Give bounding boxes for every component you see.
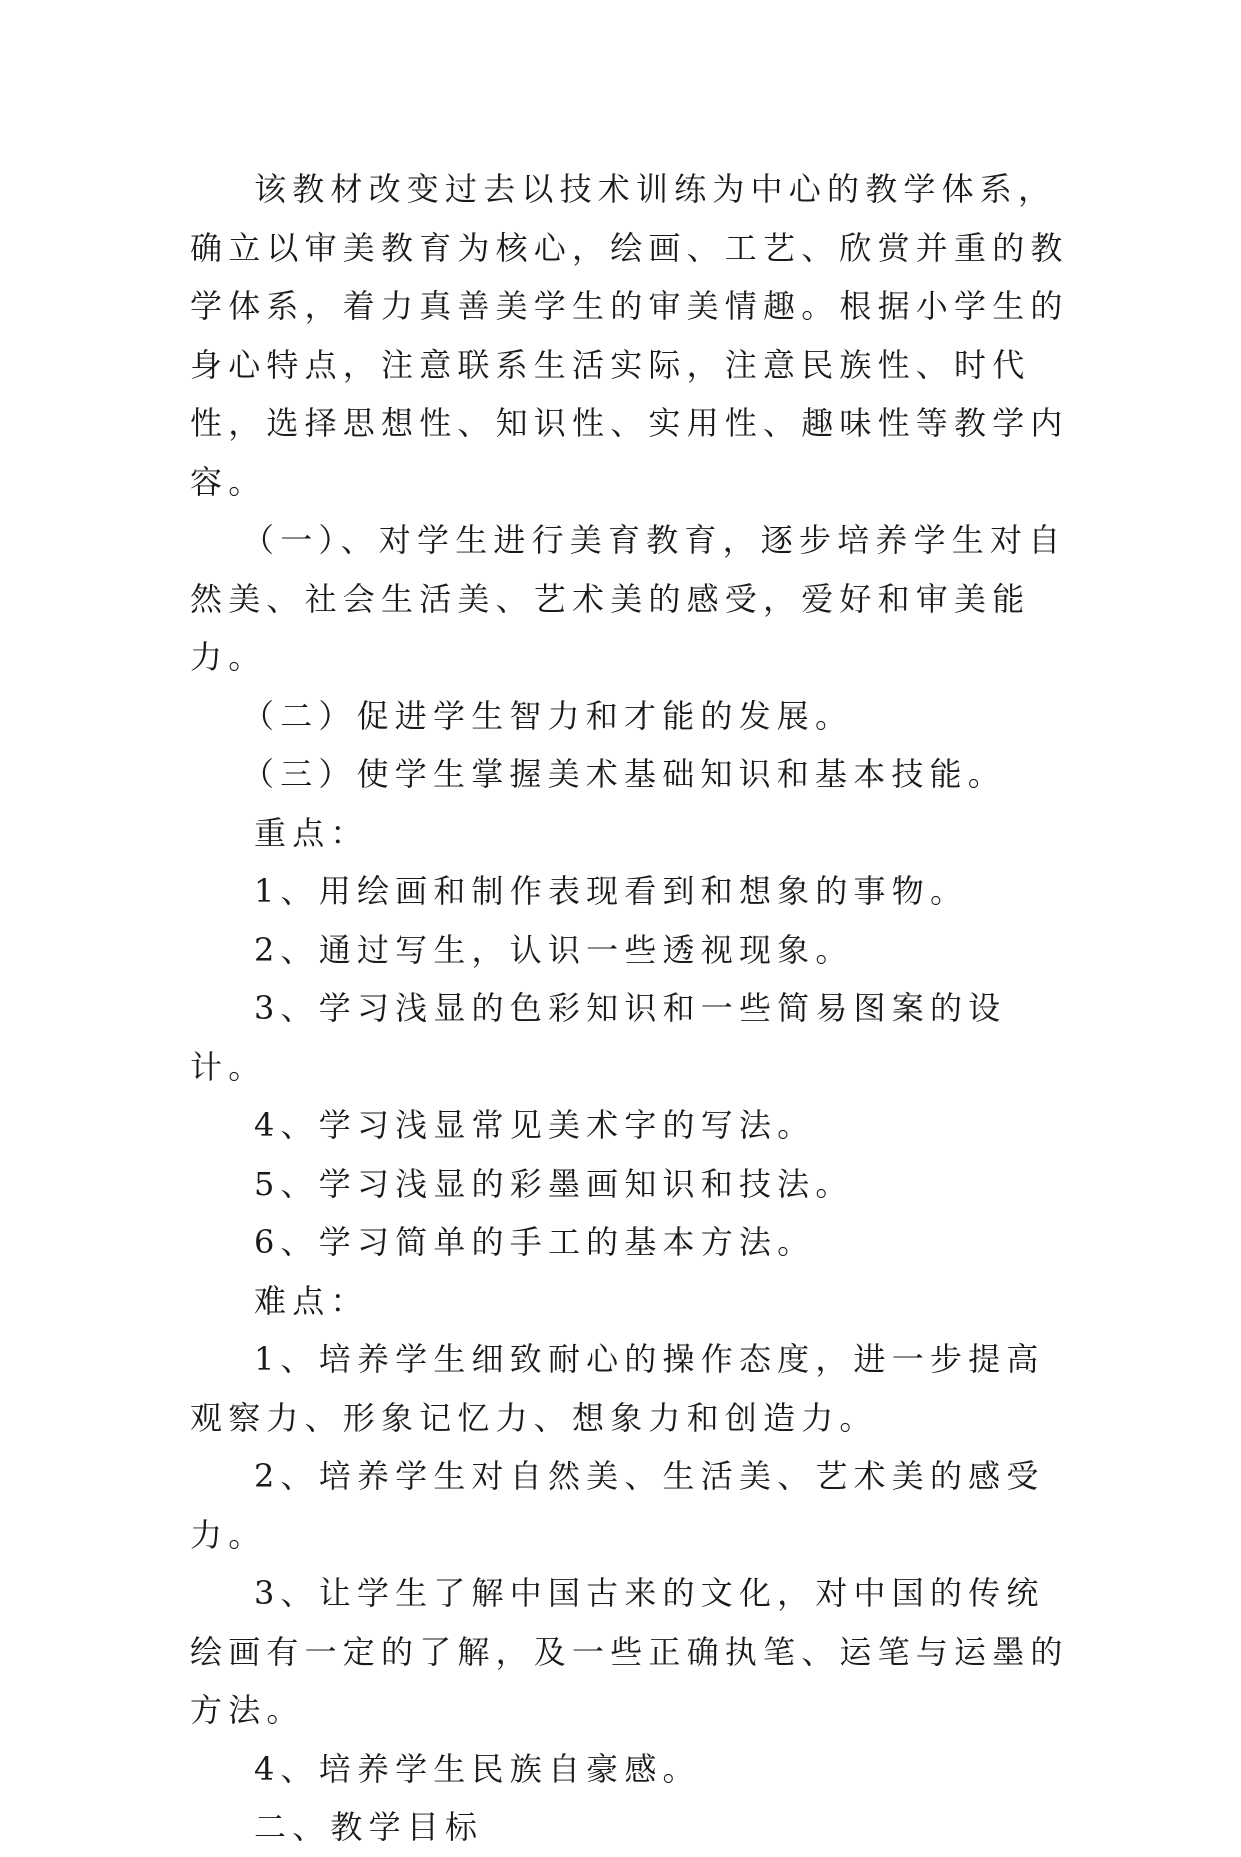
goal-item-2: （二）促进学生智力和才能的发展。 xyxy=(242,696,854,735)
section-heading-teaching-goals: 二、教学目标 xyxy=(254,1808,484,1846)
document-body xyxy=(190,160,1070,1857)
key-point-item: 6、学习简单的手工的基本方法。 xyxy=(254,1223,816,1261)
difficulty-item: 4、培养学生民族自豪感。 xyxy=(254,1749,701,1788)
key-point-item: 4、学习浅显常见美术字的写法。 xyxy=(254,1106,816,1144)
difficulty-item: 3、让学生了解中国古来的文化，对中国的传统绘画有一定的了解，及一些正确执笔、运笔与运墨的方法。 xyxy=(190,1574,1069,1729)
key-point-item: 1、用绘画和制作表现看到和想象的事物。 xyxy=(254,872,969,910)
goal-item-1: （一）、对学生进行美育教育，逐步培养学生对自然美、社会生活美、艺术美的感受，爱好和审美能力。 xyxy=(190,521,1067,676)
difficulties-heading: 难点： xyxy=(254,1281,369,1320)
goal-item-3: （三）使学生掌握美术基础知识和基本技能。 xyxy=(242,755,1007,793)
key-point-item: 2、通过写生，认识一些透视现象。 xyxy=(254,930,854,969)
difficulty-item: 1、培养学生细致耐心的操作态度，进一步提高观察力、形象记忆力、想象力和创造力。 xyxy=(190,1340,1045,1437)
difficulty-item: 2、培养学生对自然美、生活美、艺术美的感受力。 xyxy=(190,1457,1045,1554)
key-points-heading: 重点： xyxy=(254,813,369,852)
intro-paragraph: 该教材改变过去以技术训练为中心的教学体系，确立以审美教育为核心，绘画、工艺、欣赏并重的教学体系，着力真善美学生的审美情趣。根据小学生的身心特点，注意联系生活实际，注意民族性、时代性，选择思想性、知识性、实用性、趣味性等教学内容。 xyxy=(190,170,1069,501)
key-point-item: 3、学习浅显的色彩知识和一些简易图案的设计。 xyxy=(190,989,1007,1086)
key-point-item: 5、学习浅显的彩墨画知识和技法。 xyxy=(254,1164,854,1203)
